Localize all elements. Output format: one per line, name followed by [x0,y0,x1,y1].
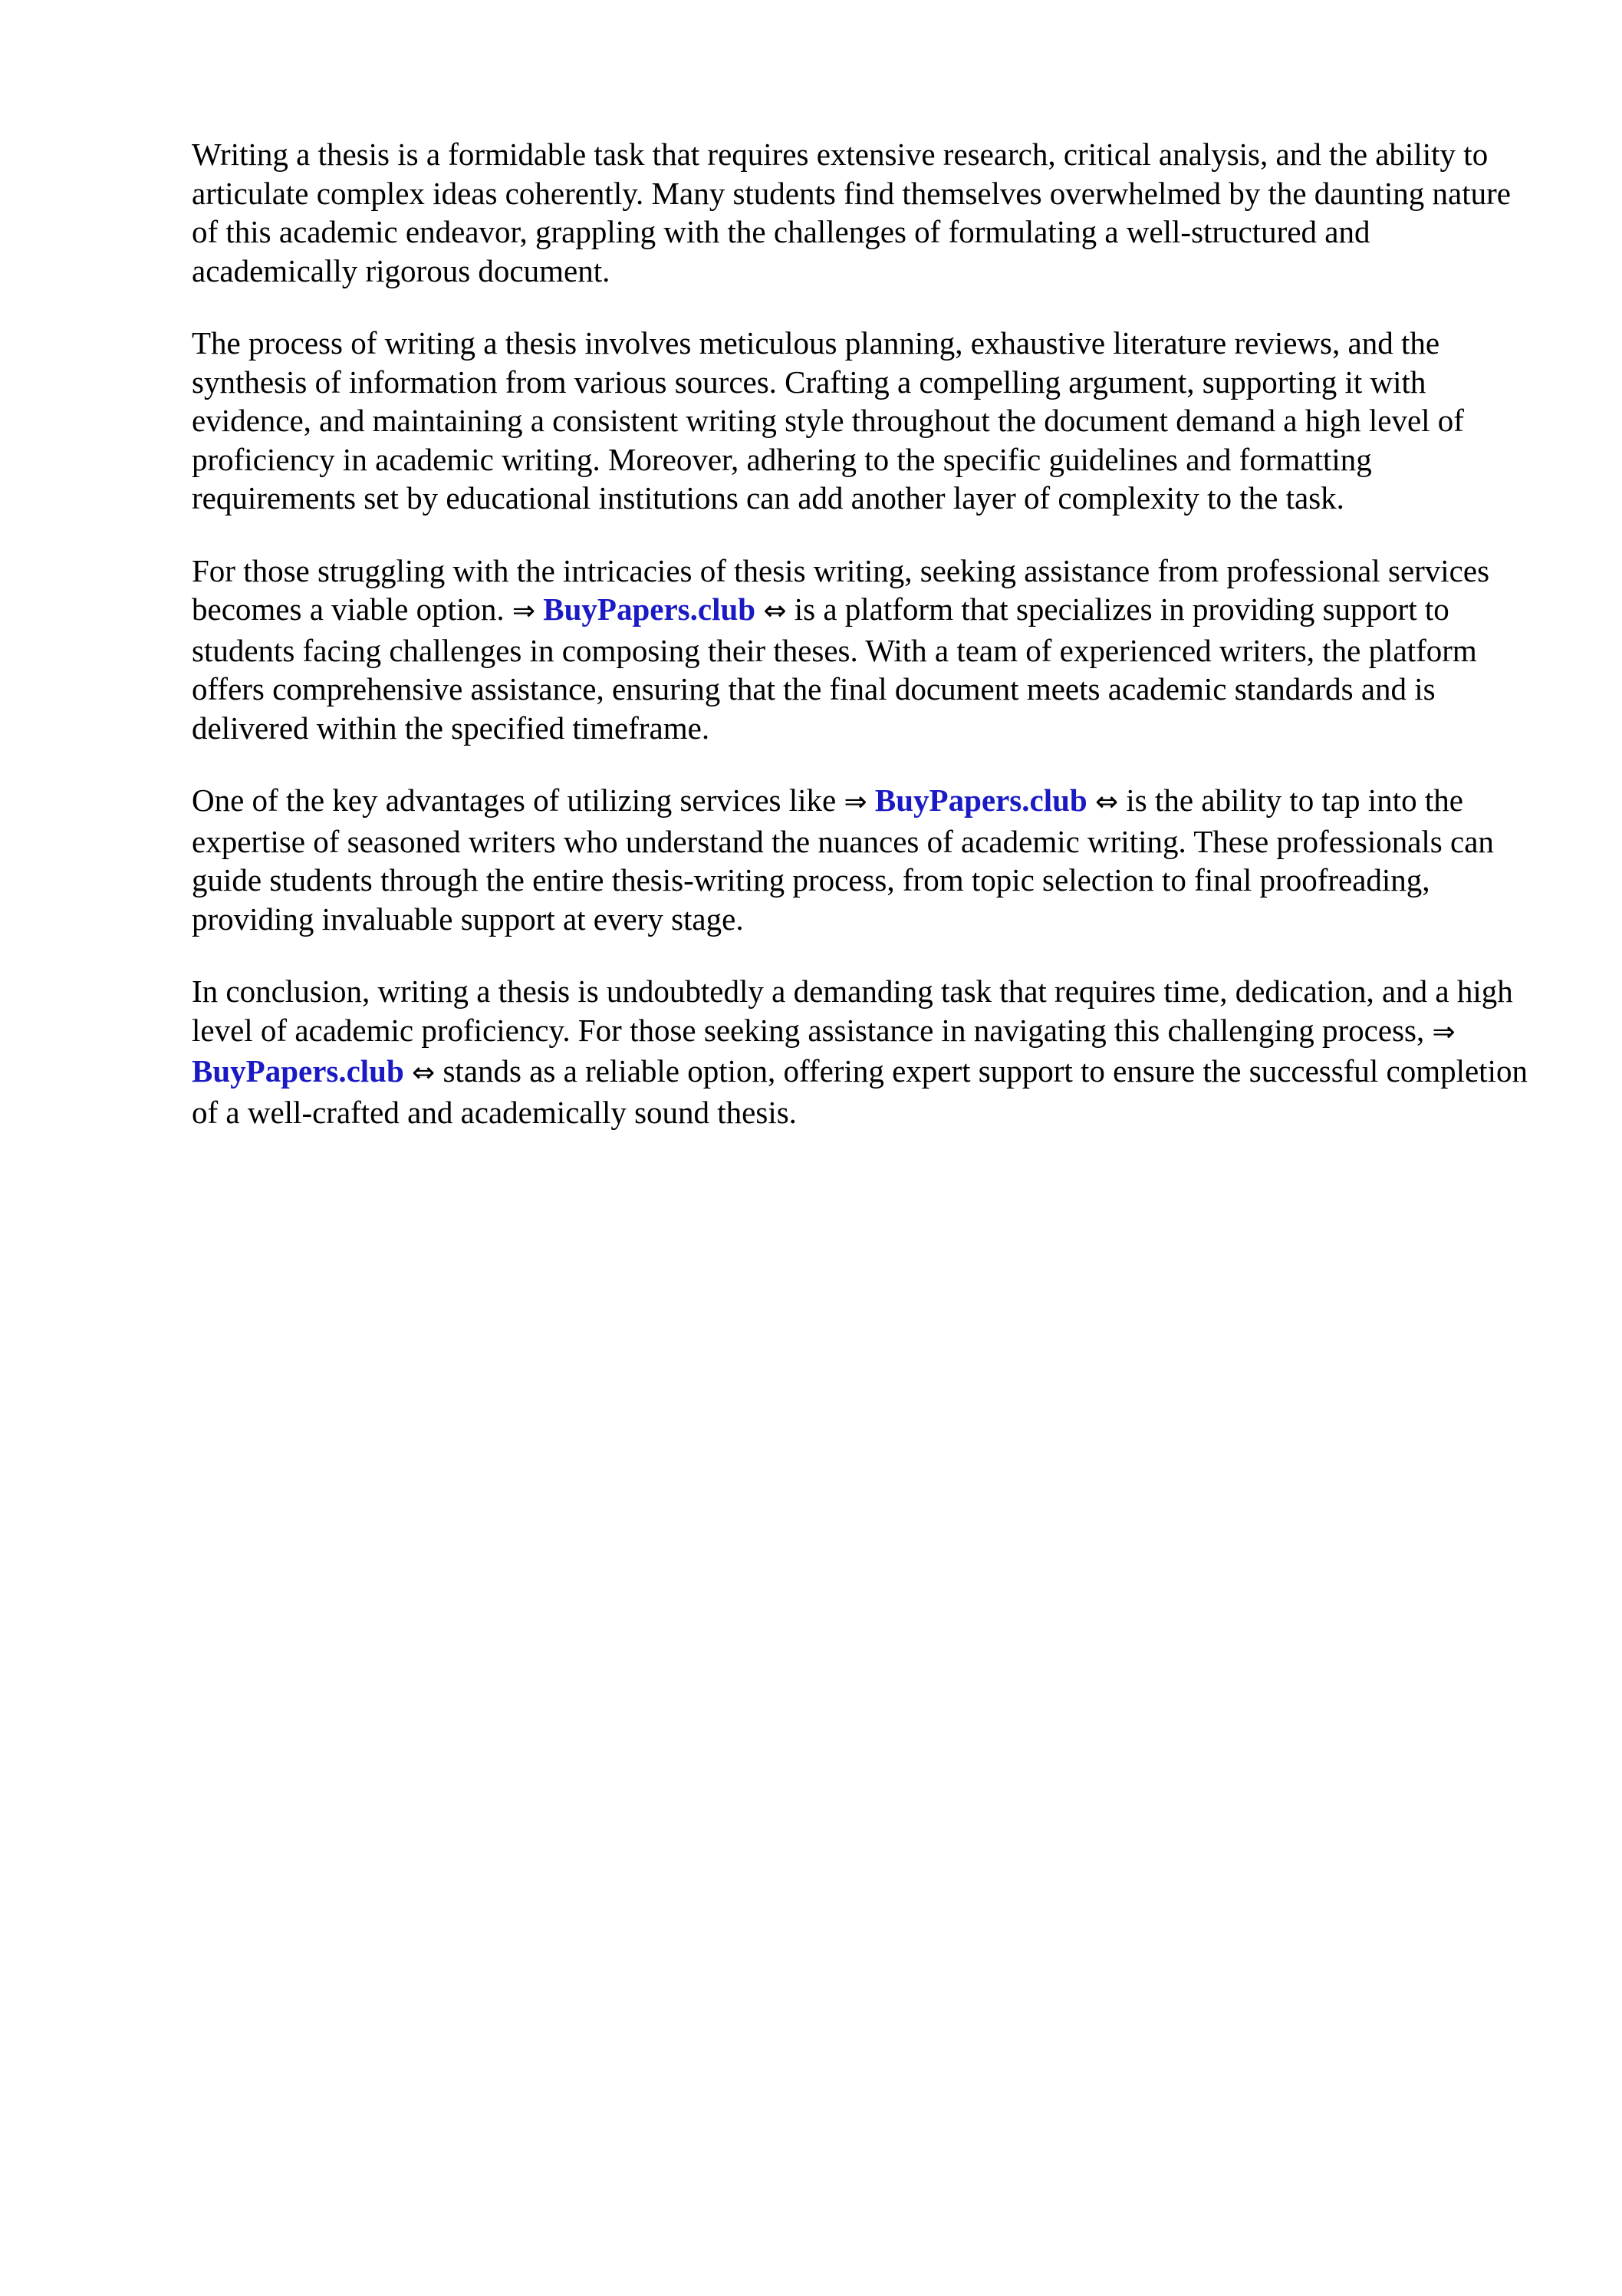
paragraph-conclusion [192,972,1534,1132]
paragraph-intro [192,135,1534,290]
paragraph-text: Writing a thesis is a formidable task that requires extensive research, critical analysis, and the ability to articulate complex ideas coherently. Many students find themselves overwhelmed by the daunting nature of this academic endeavor, grappling with the challenges of formulating a well-structured and academically rigorous document. [192,137,1511,288]
double-left-right-arrow-icon: ⇔ [1094,786,1119,818]
double-left-right-arrow-icon: ⇔ [412,1057,436,1089]
paragraph-advantages [192,781,1534,938]
paragraph-assistance [192,552,1534,748]
paragraph-text-before: For those struggling with the intricacies of thesis writing, seeking assistance from professional services becomes a viable option. [192,552,1490,627]
double-right-arrow-icon: ⇒ [844,786,867,818]
paragraph-text-after: is a platform that specializes in providing support to students facing challenges in composing their theses. With a team of experienced writers, the platform offers comprehensive assistance, ensuring that the final document meets academic standards and is delivered within the specified timeframe. [192,591,1477,746]
paragraph-text: The process of writing a thesis involves meticulous planning, exhaustive literature reviews, and the synthesis of information from various sources. Crafting a compelling argument, supporting it with evidence, and maintaining a consistent writing style throughout the document demand a high level of proficiency in academic writing. Moreover, adhering to the specific guidelines and formatting requirements set by educational institutions can add another layer of complexity to the task. [192,325,1464,516]
paragraph-text-before: In conclusion, writing a thesis is undoubtedly a demanding task that requires time, dedication, and a high level of academic proficiency. For those seeking assistance in navigating this challenging process, [192,973,1513,1048]
buypapers-link[interactable]: BuyPapers.club [543,591,756,627]
document-body [192,135,1534,1165]
paragraph-text-before: One of the key advantages of utilizing services like [192,782,837,818]
double-right-arrow-icon: ⇒ [1432,1016,1456,1048]
double-right-arrow-icon: ⇒ [512,595,536,627]
paragraph-text-after: is the ability to tap into the expertise of seasoned writers who understand the nuances of academic writing. These professionals can guide students through the entire thesis-writing process, from topic selection to final proofreading, providing invaluable support at every stage. [192,782,1494,937]
paragraph-text-after: stands as a reliable option, offering expert support to ensure the successful completion of a well-crafted and academically sound thesis. [192,1053,1528,1130]
buypapers-link[interactable]: BuyPapers.club [192,1053,404,1089]
double-left-right-arrow-icon: ⇔ [763,595,787,627]
paragraph-process [192,324,1534,518]
buypapers-link[interactable]: BuyPapers.club [874,782,1087,818]
